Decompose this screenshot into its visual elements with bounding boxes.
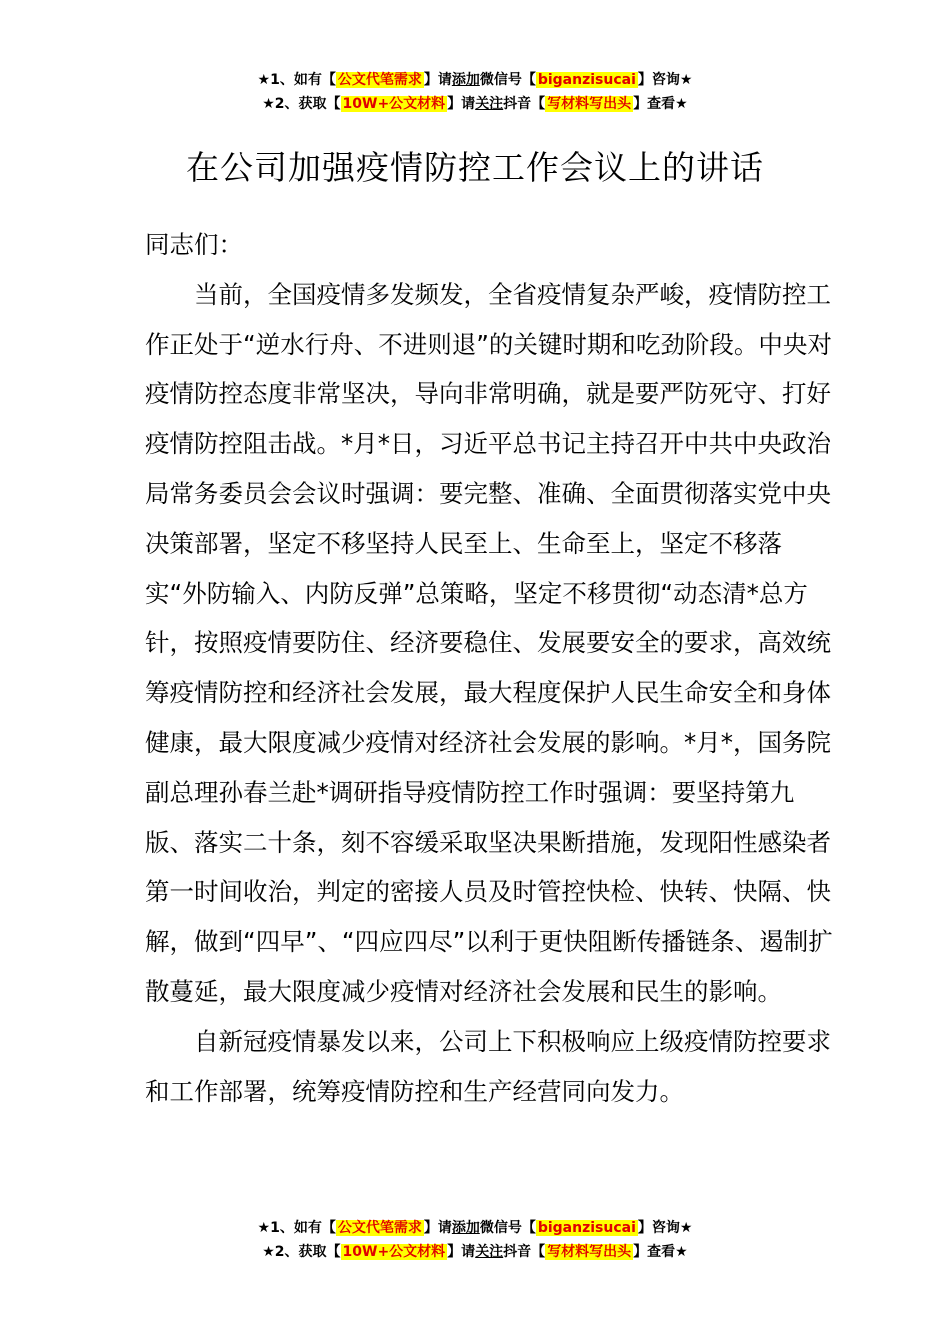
body-paragraph: 自新冠疫情暴发以来，公司上下积极响应上级疫情防控要求和工作部署，统筹疫情防控和生产经营同向发力。	[145, 1026, 831, 1106]
promo-line-2	[0, 92, 950, 116]
promo-text: 】请	[423, 1220, 452, 1236]
promo-highlight: 写材料写出头	[547, 1244, 632, 1260]
promo-text: 微信号【	[479, 72, 536, 88]
promo-underlined: 关注	[475, 1244, 504, 1260]
promo-banner-bottom	[0, 1216, 950, 1264]
promo-highlight: 10W+公文材料	[342, 1244, 446, 1260]
document-title: 在公司加强疫情防控工作会议上的讲话	[186, 148, 764, 188]
promo-line-2	[0, 1240, 950, 1264]
promo-underlined: 添加	[451, 1220, 480, 1236]
promo-line-1	[0, 68, 950, 92]
promo-underlined: 添加	[451, 72, 480, 88]
promo-text: 】咨询★	[637, 1220, 693, 1236]
promo-text: ★1、如有【	[257, 1220, 336, 1236]
promo-highlight: 公文代笔需求	[337, 1220, 422, 1236]
salutation: 同志们：	[145, 230, 243, 259]
promo-banner-top	[0, 68, 950, 116]
promo-underlined: 关注	[475, 96, 504, 112]
promo-text: ★1、如有【	[257, 72, 336, 88]
promo-text: ★2、获取【	[262, 1244, 341, 1260]
promo-text: 】查看★	[633, 1244, 688, 1260]
promo-line-1	[0, 1216, 950, 1240]
promo-text: 】请	[447, 96, 476, 112]
promo-text: 】请	[423, 72, 452, 88]
promo-highlight: biganzisucai	[537, 72, 636, 88]
promo-highlight: 写材料写出头	[547, 96, 632, 112]
document-body	[145, 220, 835, 1116]
promo-text: 抖音【	[503, 1244, 546, 1260]
promo-highlight: biganzisucai	[537, 1220, 636, 1236]
promo-text: 抖音【	[503, 96, 546, 112]
promo-highlight: 公文代笔需求	[337, 72, 422, 88]
promo-text: ★2、获取【	[262, 96, 341, 112]
promo-text: 】咨询★	[637, 72, 693, 88]
promo-text: 】查看★	[633, 96, 688, 112]
promo-highlight: 10W+公文材料	[342, 96, 446, 112]
body-paragraph: 当前，全国疫情多发频发，全省疫情复杂严峻，疫情防控工作正处于“逆水行舟、不进则退”的关键时期和吃劲阶段。中央对疫情防控态度非常坚决，导向非常明确，就是要严防死守、打好疫情防控阻击战。*月*日，习近平总书记主持召开中共中央政治局常务委员会会议时强调：要完整、准确、全面贯彻落实党中央决策部署，坚定不移坚持人民至上、生命至上，坚定不移落实“外防输入、内防反弹”总策略，坚定不移贯彻“动态清*总方针，按照疫情要防住、经济要稳住、发展要安全的要求，高效统筹疫情防控和经济社会发展，最大程度保护人民生命安全和身体健康，最大限度减少疫情对经济社会发展的影响。*月*，国务院副总理孙春兰赴*调研指导疫情防控工作时强调：要坚持第九版、落实二十条，刻不容缓采取坚决果断措施，发现阳性感染者第一时间收治，判定的密接人员及时管控快检、快转、快隔、快解，做到“四早”、“四应四尽”以利于更快阻断传播链条、遏制扩散蔓延，最大限度减少疫情对经济社会发展和民生的影响。	[145, 279, 833, 1006]
promo-text: 】请	[447, 1244, 476, 1260]
promo-text: 微信号【	[479, 1220, 536, 1236]
